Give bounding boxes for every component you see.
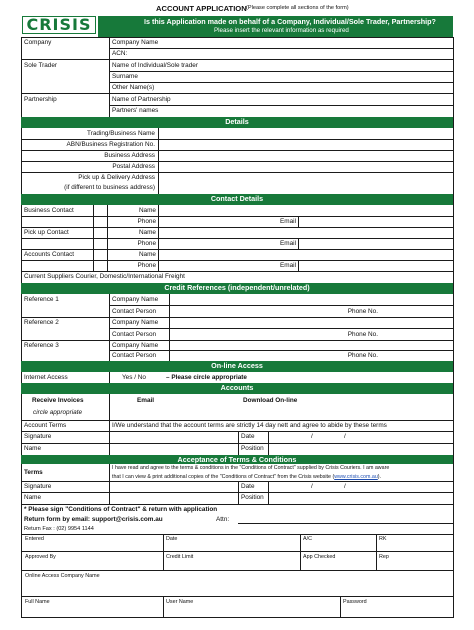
accounts-contact-email-label: Email bbox=[280, 262, 296, 269]
acn-label: ACN: bbox=[112, 50, 128, 57]
details-heading: Details bbox=[21, 117, 453, 128]
individual-name-label: Name of Individual/Sole trader bbox=[112, 62, 198, 69]
office-app-checked-label: App Checked bbox=[303, 554, 336, 560]
terms-label: Terms bbox=[24, 469, 43, 476]
ref1-phone-label: Phone No. bbox=[347, 308, 378, 315]
acceptance-position-label: Position bbox=[241, 494, 264, 501]
accounts-position-label: Position bbox=[241, 445, 264, 452]
acceptance-text-line-2-end: ). bbox=[377, 474, 382, 480]
office-online-company-label: Online Access Company Name bbox=[25, 573, 100, 579]
pickup-address-label: Pick up & Delivery Address bbox=[78, 174, 155, 181]
crisis-website-link[interactable]: www.crisis.com.au bbox=[334, 474, 378, 480]
office-credit-limit-label: Credit Limit bbox=[166, 554, 194, 560]
return-email-note: Return form by email: support@crisis.com.au bbox=[24, 516, 163, 523]
internet-access-yes-no[interactable]: Yes / No bbox=[122, 374, 146, 381]
accounts-contact-label: Accounts Contact bbox=[24, 251, 75, 258]
office-entered-label: Entered bbox=[25, 536, 44, 542]
office-ac-label: A/C bbox=[303, 536, 312, 542]
references-heading: Credit References (independent/unrelated) bbox=[21, 283, 453, 294]
acceptance-heading: Acceptance of Terms & Conditions bbox=[21, 455, 453, 464]
ref2-phone-label: Phone No. bbox=[347, 331, 378, 338]
acceptance-date-slash-2: / bbox=[344, 483, 346, 490]
business-contact-phone-label: Phone bbox=[137, 218, 156, 225]
postal-address-label: Postal Address bbox=[112, 163, 155, 170]
other-names-label: Other Name(s) bbox=[112, 84, 155, 91]
pickup-contact-name-label: Name bbox=[138, 229, 156, 236]
business-address-label: Business Address bbox=[104, 152, 155, 159]
trading-name-label: Trading/Business Name bbox=[87, 130, 155, 137]
invoice-email-option[interactable]: Email bbox=[137, 397, 155, 404]
accounts-date-slash-1: / bbox=[311, 433, 313, 440]
accounts-heading: Accounts bbox=[21, 383, 453, 394]
ref3-contact-person-label: Contact Person bbox=[112, 352, 157, 359]
office-user-name-label: User Name bbox=[166, 599, 194, 605]
company-name-label: Company Name bbox=[112, 39, 159, 46]
ref2-company-name-label: Company Name bbox=[112, 319, 159, 326]
surname-label: Surname bbox=[112, 73, 138, 80]
header-question: Is this Application made on behalf of a Company, Individual/Sole Trader, Partnership? bbox=[144, 17, 436, 26]
crisis-logo: CRISIS bbox=[22, 16, 96, 34]
ref1-contact-person-label: Contact Person bbox=[112, 308, 157, 315]
pickup-contact-label: Pick up Contact bbox=[24, 229, 69, 236]
accounts-signature-label: Signature bbox=[24, 433, 52, 440]
reference-2-label: Reference 2 bbox=[24, 319, 59, 326]
business-contact-email-label: Email bbox=[280, 218, 296, 225]
partnership-name-label: Name of Partnership bbox=[112, 96, 171, 103]
header-instruction: Please insert the relevant information as required bbox=[214, 27, 349, 34]
ref3-phone-label: Phone No. bbox=[347, 352, 378, 359]
ref1-company-name-label: Company Name bbox=[112, 296, 159, 303]
pickup-address-note: (if different to business address) bbox=[64, 184, 155, 191]
circle-appropriate-note: circle appropriate bbox=[33, 409, 83, 416]
form-title-note: (Please complete all sections of the form) bbox=[246, 5, 349, 11]
pickup-contact-email-label: Email bbox=[280, 240, 296, 247]
accounts-contact-phone-label: Phone bbox=[137, 262, 156, 269]
office-approved-by-label: Approved By bbox=[25, 554, 56, 560]
current-suppliers-label: Current Suppliers Courier, Domestic/International Freight bbox=[24, 273, 185, 280]
office-password-label: Password bbox=[343, 599, 367, 605]
reference-1-label: Reference 1 bbox=[24, 296, 59, 303]
acceptance-date-label: Date bbox=[241, 483, 255, 490]
receive-invoices-label: Receive Invoices bbox=[32, 397, 84, 404]
partnership-label: Partnership bbox=[24, 96, 57, 103]
abn-label: ABN/Business Registration No. bbox=[66, 141, 155, 148]
reference-3-label: Reference 3 bbox=[24, 342, 59, 349]
online-access-heading: On-line Access bbox=[21, 361, 453, 372]
ref2-contact-person-label: Contact Person bbox=[112, 331, 157, 338]
attn-label: Attn: bbox=[216, 516, 230, 523]
header-bar bbox=[98, 16, 453, 37]
office-rep-label: Rep bbox=[379, 554, 389, 560]
office-date-label: Date bbox=[166, 536, 178, 542]
account-terms-text: I/We understand that the account terms are strictly 14 day nett and agree to abide by these terms bbox=[112, 422, 387, 429]
office-rk-label: RK bbox=[379, 536, 387, 542]
sign-conditions-note: * Please sign "Conditions of Contract" & return with application bbox=[24, 506, 218, 513]
sole-trader-label: Sole Trader bbox=[24, 62, 58, 69]
acceptance-signature-label: Signature bbox=[24, 483, 52, 490]
internet-access-label: Internet Access bbox=[24, 374, 68, 381]
internet-access-circle-note: – Please circle appropriate bbox=[166, 374, 247, 381]
acceptance-text-line-2 bbox=[112, 475, 381, 480]
return-fax-note: Return Fax : (02) 9954 1144 bbox=[24, 526, 94, 532]
company-label: Company bbox=[24, 39, 52, 46]
pickup-contact-phone-label: Phone bbox=[137, 240, 156, 247]
accounts-name-label: Name bbox=[24, 445, 42, 452]
account-terms-label: Account Terms bbox=[24, 422, 67, 429]
acceptance-date-slash-1: / bbox=[311, 483, 313, 490]
ref3-company-name-label: Company Name bbox=[112, 342, 159, 349]
acceptance-text-line-1: I have read and agree to the terms & conditions in the "Conditions of Contract" supplied by Crisis Couriers. I am aware bbox=[112, 465, 390, 471]
office-full-name-label: Full Name bbox=[25, 599, 50, 605]
accounts-contact-name-label: Name bbox=[138, 251, 156, 258]
form-title: ACCOUNT APPLICATION bbox=[156, 4, 247, 13]
contact-heading: Contact Details bbox=[21, 194, 453, 205]
business-contact-name-label: Name bbox=[138, 207, 156, 214]
business-contact-label: Business Contact bbox=[24, 207, 74, 214]
acceptance-text-line-2-start: that I can view & print additional copies of the "Conditions of Contract" from the Crisis website ( bbox=[112, 474, 335, 480]
accounts-date-slash-2: / bbox=[344, 433, 346, 440]
accounts-date-label: Date bbox=[241, 433, 255, 440]
partners-names-label: Partners' names bbox=[112, 107, 159, 114]
invoice-download-option[interactable]: Download On-line bbox=[243, 397, 298, 404]
acceptance-name-label: Name bbox=[24, 494, 42, 501]
